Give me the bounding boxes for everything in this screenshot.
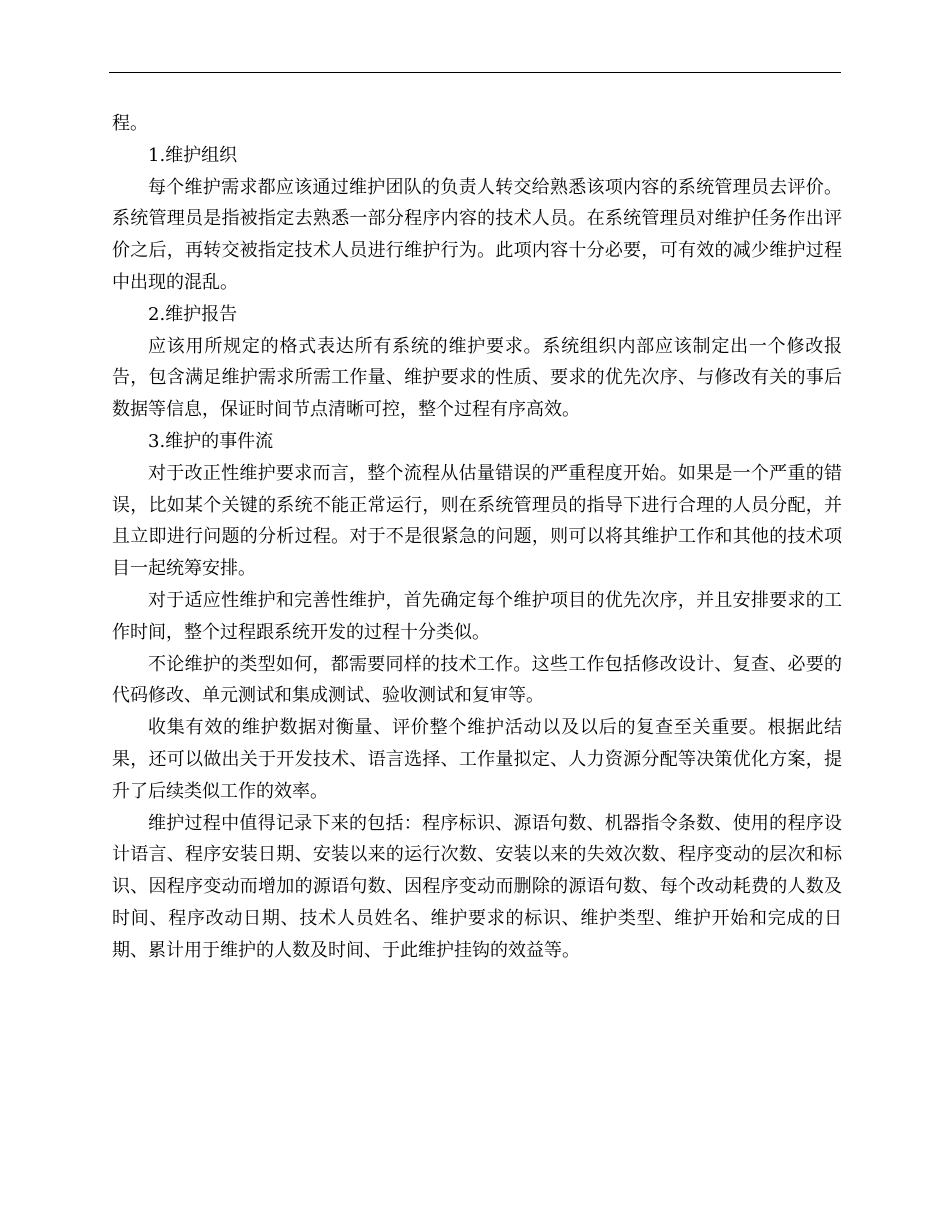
continuation-text: 程。: [112, 113, 148, 134]
section-heading-maintenance-event-flow: 3.维护的事件流: [148, 430, 274, 452]
header-rule: [109, 72, 841, 73]
paragraph: 对于适应性维护和完善性维护，首先确定每个维护项目的优先次序，并且安排要求的工作时间，整个过程跟系统开发的过程十分类似。: [112, 589, 842, 643]
paragraph: 收集有效的维护数据对衡量、评价整个维护活动以及以后的复查至关重要。根据此结果，还可以做出关于开发技术、语言选择、工作量拟定、人力资源分配等决策优化方案，提升了后续类似工作的效率。: [112, 717, 842, 802]
paragraph: 对于改正性维护要求而言，整个流程从估量错误的严重程度开始。如果是一个严重的错误，比如某个关键的系统不能正常运行，则在系统管理员的指导下进行合理的人员分配，并且立即进行问题的分析过程。对于不是很紧急的问题，则可以将其维护工作和其他的技术项目一起统筹安排。: [112, 462, 842, 580]
section-heading-maintenance-organization: 1.维护组织: [148, 144, 238, 166]
paragraph: 应该用所规定的格式表达所有系统的维护要求。系统组织内部应该制定出一个修改报告，包含满足维护需求所需工作量、维护要求的性质、要求的优先次序、与修改有关的事后数据等信息，保证时间节点清晰可控，整个过程有序高效。: [112, 335, 842, 421]
paragraph: 维护过程中值得记录下来的包括：程序标识、源语句数、机器指令条数、使用的程序设计语言、程序安装日期、安装以来的运行次数、安装以来的失效次数、程序变动的层次和标识、因程序变动而增加的源语句数、因程序变动而删除的源语句数、每个改动耗费的人数及时间、程序改动日期、技术人员姓名、维护要求的标识、维护类型、维护开始和完成的日期、累计用于维护的人数及时间、于此维护挂钩的效益等。: [112, 812, 842, 961]
paragraph: 不论维护的类型如何，都需要同样的技术工作。这些工作包括修改设计、复查、必要的代码修改、单元测试和集成测试、验收测试和复审等。: [112, 653, 842, 707]
document-body: [112, 108, 842, 967]
section-heading-maintenance-report: 2.维护报告: [148, 303, 238, 325]
paragraph: 每个维护需求都应该通过维护团队的负责人转交给熟悉该项内容的系统管理员去评价。系统管理员是指被指定去熟悉一部分程序内容的技术人员。在系统管理员对维护任务作出评价之后，再转交被指定技术人员进行维护行为。此项内容十分必要，可有效的减少维护过程中出现的混乱。: [112, 176, 842, 293]
